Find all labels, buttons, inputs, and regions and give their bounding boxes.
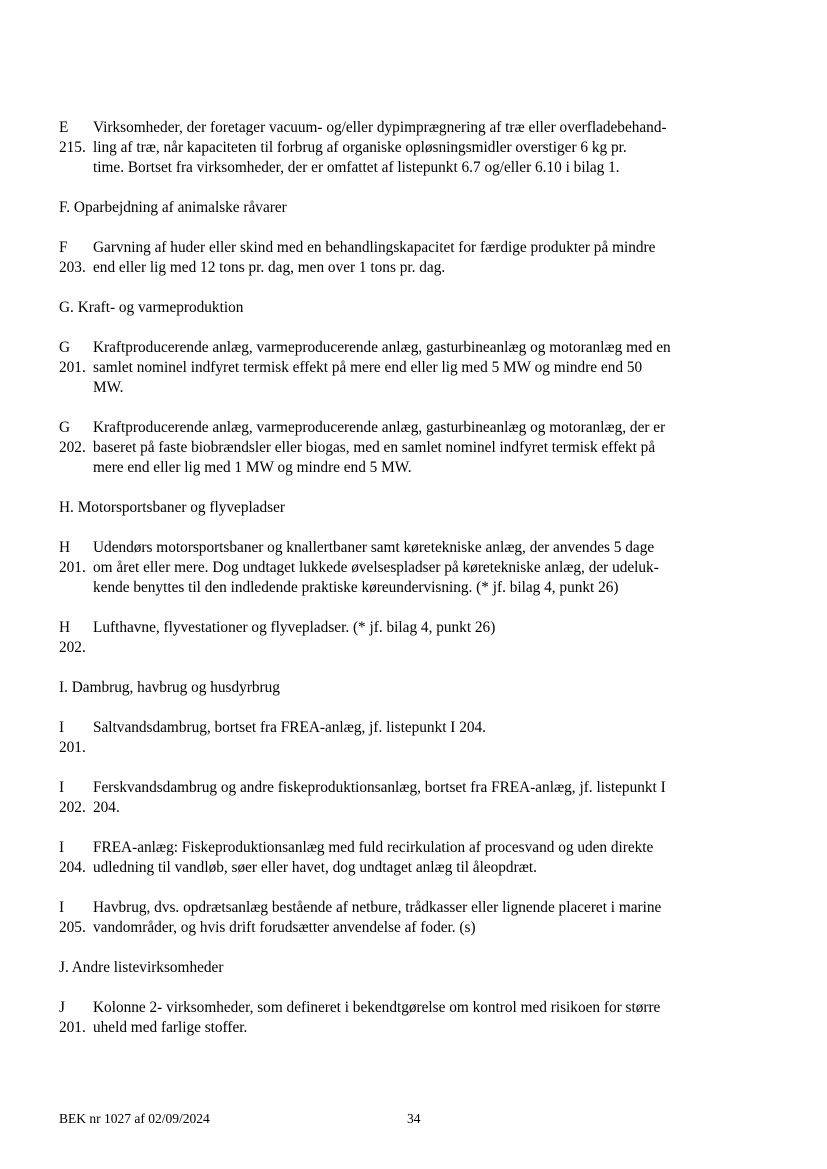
entry-text-line: om året eller mere. Dog undtaget lukkede øvelsespladser på køretekniske anlæg, der udeluk- xyxy=(93,559,659,576)
entry-text-line: Saltvandsdambrug, bortset fra FREA-anlæg, jf. listepunkt I 204. xyxy=(93,719,486,736)
footer-reference: BEK nr 1027 af 02/09/2024 xyxy=(59,1111,210,1126)
entry-text-line: time. Bortset fra virksomheder, der er omfattet af listepunkt 6.7 og/eller 6.10 i bilag 1. xyxy=(93,159,620,176)
entry-text-line: Garvning af huder eller skind med en behandlingskapacitet for færdige produkter på mindre xyxy=(93,239,656,256)
entry-code-number: 201. xyxy=(59,359,86,376)
entry-code-letter: I xyxy=(59,899,65,916)
entry-text-line: MW. xyxy=(93,379,124,396)
entry-code-letter: I xyxy=(59,719,65,736)
entry-code-number: 201. xyxy=(59,559,86,576)
entry-code-number: 204. xyxy=(59,859,86,876)
section-heading: G. Kraft- og varmeproduktion xyxy=(59,299,244,316)
entry-code-number: 202. xyxy=(59,799,86,816)
entry-text-line: mere end eller lig med 1 MW og mindre end 5 MW. xyxy=(93,459,412,476)
entry-text-line: Kraftproducerende anlæg, varmeproducerende anlæg, gasturbineanlæg og motoranlæg, der er xyxy=(93,419,666,436)
section-heading: I. Dambrug, havbrug og husdyrbrug xyxy=(59,679,280,696)
entry-code-letter: G xyxy=(59,339,71,356)
entry-text-line: Ferskvandsdambrug og andre fiskeproduktionsanlæg, bortset fra FREA-anlæg, jf. listepunkt I xyxy=(93,779,666,796)
entry-text-line: FREA-anlæg: Fiskeproduktionsanlæg med fuld recirkulation af procesvand og uden direkte xyxy=(93,839,654,856)
entry-code-letter: I xyxy=(59,779,65,796)
entry-text-line: end eller lig med 12 tons pr. dag, men over 1 tons pr. dag. xyxy=(93,259,446,276)
entry-code-letter: E xyxy=(59,119,69,136)
entry-code-number: 202. xyxy=(59,639,86,656)
entry-text-line: uheld med farlige stoffer. xyxy=(93,1019,248,1036)
section-heading: H. Motorsportsbaner og flyvepladser xyxy=(59,499,286,516)
entry-code-number: 203. xyxy=(59,259,86,276)
entry-text-line: Virksomheder, der foretager vacuum- og/eller dypimprægnering af træ eller overfladebehand- xyxy=(93,119,667,136)
entry-code-number: 202. xyxy=(59,439,86,456)
entry-text-line: baseret på faste biobrændsler eller biogas, med en samlet nominel indfyret termisk effekt på xyxy=(93,439,656,456)
entry-text-line: kende benyttes til den indledende praktiske køreundervisning. (* jf. bilag 4, punkt 26) xyxy=(93,579,619,596)
entry-code-letter: F xyxy=(59,239,68,256)
entry-text-line: ling af træ, når kapaciteten til forbrug af organiske opløsningsmidler overstiger 6 kg pr. xyxy=(93,139,627,156)
entry-code-letter: J xyxy=(59,999,65,1016)
entry-code-letter: H xyxy=(59,619,71,636)
entry-text-line: samlet nominel indfyret termisk effekt på mere end eller lig med 5 MW og mindre end 50 xyxy=(93,359,643,376)
entry-code-letter: H xyxy=(59,539,71,556)
entry-text-line: Kolonne 2- virksomheder, som defineret i bekendtgørelse om kontrol med risikoen for større xyxy=(93,999,661,1016)
page-number: 34 xyxy=(407,1111,421,1126)
entry-text-line: vandområder, og hvis drift forudsætter anvendelse af foder. (s) xyxy=(93,919,476,936)
entry-text-line: Havbrug, dvs. opdrætsanlæg bestående af netbure, trådkasser eller lignende placeret i marine xyxy=(93,899,662,916)
entry-text-line: udledning til vandløb, søer eller havet, dog undtaget anlæg til åleopdræt. xyxy=(93,859,537,876)
entry-text-line: Lufthavne, flyvestationer og flyvepladser. (* jf. bilag 4, punkt 26) xyxy=(93,619,496,636)
entry-code-number: 205. xyxy=(59,919,86,936)
section-heading: J. Andre listevirksomheder xyxy=(59,959,224,976)
entry-text-line: 204. xyxy=(93,799,120,816)
entry-code-number: 215. xyxy=(59,139,86,156)
section-heading: F. Oparbejdning af animalske råvarer xyxy=(59,199,287,216)
entry-code-number: 201. xyxy=(59,1019,86,1036)
entry-code-letter: I xyxy=(59,839,65,856)
entry-text-line: Kraftproducerende anlæg, varmeproducerende anlæg, gasturbineanlæg og motoranlæg med en xyxy=(93,339,671,356)
entry-code-number: 201. xyxy=(59,739,86,756)
entry-code-letter: G xyxy=(59,419,71,436)
entry-text-line: Udendørs motorsportsbaner og knallertbaner samt køretekniske anlæg, der anvendes 5 dage xyxy=(93,539,655,556)
